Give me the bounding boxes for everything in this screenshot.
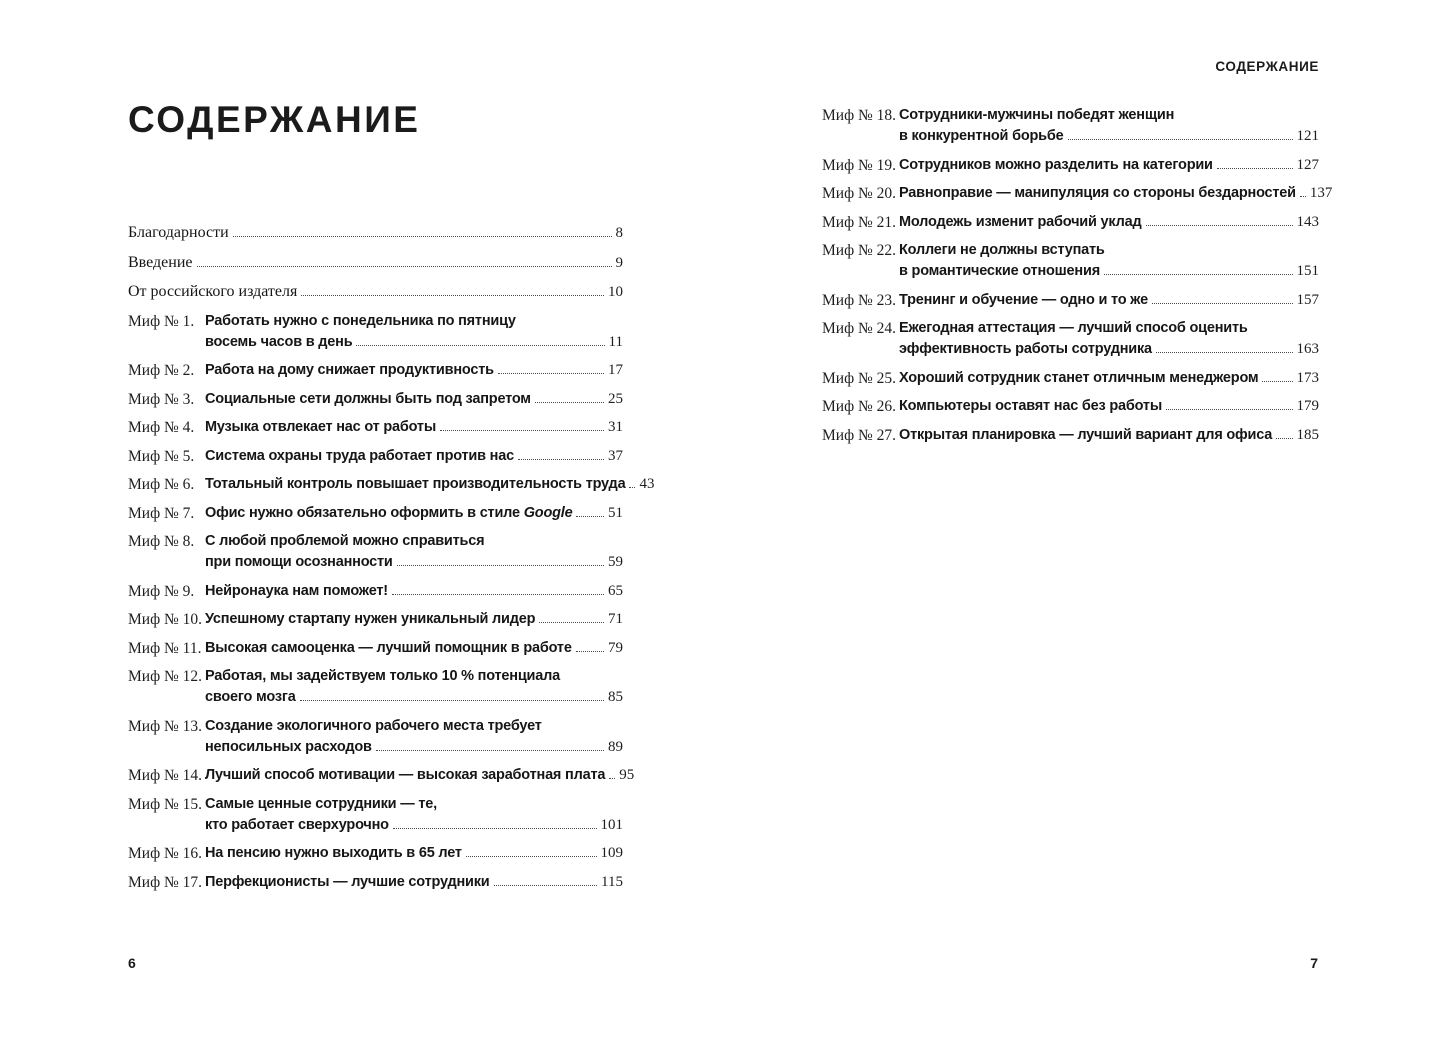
toc-entry-line: [128, 222, 623, 244]
dot-leader: [393, 828, 597, 829]
dot-leader: [1262, 381, 1292, 382]
toc-entry-line: [899, 396, 1319, 417]
running-header: СОДЕРЖАНИЕ: [1215, 59, 1319, 74]
toc-entry-title: Создание экологичного рабочего места требует: [205, 717, 542, 734]
toc-entry-title: Компьютеры оставят нас без работы: [899, 398, 1163, 414]
toc-entry-content: [128, 222, 623, 244]
dot-leader: [609, 778, 615, 779]
toc-page-number: 9: [615, 254, 623, 271]
toc-entry-title: Успешному стартапу нужен уникальный лидер: [205, 611, 536, 627]
toc-entry: [128, 666, 623, 708]
toc-page-number: 65: [608, 582, 623, 599]
toc-entry-title: Открытая планировка — лучший вариант для офиса: [899, 426, 1273, 443]
toc-entry-content: [899, 368, 1319, 389]
toc-entry-title: Коллеги не должны вступать: [899, 242, 1105, 258]
toc-entry-title: Лучший способ мотивации — высокая заработная плата: [205, 767, 606, 783]
toc-entry-label: Миф № 18.: [822, 107, 897, 124]
toc-entry-line: [205, 638, 623, 659]
toc-entry-label: Миф № 25.: [822, 369, 897, 387]
toc-entry-line: [899, 318, 1319, 339]
dot-leader: [576, 651, 604, 652]
toc-entry-line: [205, 765, 635, 786]
toc-entry-content: [205, 474, 655, 495]
toc-entry-title: Сотрудники-мужчины победят женщин: [899, 107, 1175, 123]
dot-leader: [629, 487, 635, 488]
toc-entry-content: [899, 155, 1319, 176]
toc-entry-line: [205, 552, 623, 573]
toc-entry-content: [899, 290, 1319, 311]
toc-entry-line: [899, 290, 1319, 311]
toc-entry-label: Миф № 15.: [128, 795, 203, 813]
dot-leader: [1156, 352, 1293, 353]
toc-entry: [822, 425, 1319, 446]
dot-leader: [466, 856, 597, 857]
toc-entry-label: Миф № 10.: [128, 611, 203, 628]
toc-entry-title: Самые ценные сотрудники — те,: [205, 795, 437, 812]
toc-entry-title: Музыка отвлекает нас от работы: [205, 419, 437, 435]
toc-entry-title: Социальные сети должны быть под запретом: [205, 390, 531, 407]
toc-entry-label: Миф № 27.: [822, 426, 897, 444]
toc-entry-content: [205, 360, 623, 381]
toc-page-number: 137: [1309, 185, 1333, 201]
toc-page-number: 101: [600, 816, 623, 833]
toc-entry-content: [205, 872, 623, 893]
toc-entry-line: [128, 281, 623, 303]
toc-entry-label: Миф № 2.: [128, 362, 195, 379]
toc-entry: [128, 609, 623, 630]
toc-entry-line: [205, 609, 623, 630]
toc-entry-label: Миф № 16.: [128, 845, 203, 862]
toc-entry-label: Миф № 23.: [822, 291, 897, 309]
toc-entry: [128, 531, 623, 573]
toc-page-number: 179: [1296, 398, 1319, 414]
dot-leader: [576, 516, 604, 517]
toc-entry-content: [899, 212, 1319, 233]
dot-leader: [376, 750, 604, 751]
dot-leader: [233, 236, 612, 237]
toc-entry-line: [205, 389, 623, 410]
toc-entry-content: [899, 318, 1319, 360]
toc-page-number: 10: [608, 284, 623, 300]
toc-entry-label: Миф № 14.: [128, 767, 203, 784]
toc-entry: [128, 765, 635, 786]
toc-entry: [128, 311, 623, 353]
toc-entry-title: Высокая самооценка — лучший помощник в работе: [205, 639, 572, 656]
toc-entry-title: Работать нужно с понедельника по пятницу: [205, 312, 516, 329]
toc-entry: [822, 290, 1319, 311]
toc-entry: [128, 474, 655, 495]
toc-entry: [822, 155, 1319, 176]
toc-page-number: 157: [1296, 291, 1319, 308]
toc-entry-label: Миф № 13.: [128, 717, 203, 735]
dot-leader: [498, 373, 604, 374]
toc-entry-content: [205, 765, 635, 786]
dot-leader: [539, 622, 604, 623]
toc-entry-title: На пенсию нужно выходить в 65 лет: [205, 845, 462, 861]
toc-entry-title: Благодарности: [128, 224, 229, 241]
toc-entry-content: [205, 311, 623, 353]
toc-entry-content: [205, 389, 623, 410]
toc-entry-title: непосильных расходов: [205, 738, 372, 755]
toc-entry-title: Сотрудников можно разделить на категории: [899, 156, 1213, 173]
toc-page-number: 85: [608, 689, 623, 705]
toc-entry-line: [128, 252, 623, 274]
toc-entry-content: [205, 446, 623, 467]
toc-entries-right: [822, 105, 1333, 446]
toc-entry-line: [205, 872, 623, 893]
toc-entry-line: [205, 794, 623, 815]
toc-entry-label: Миф № 6.: [128, 476, 195, 493]
toc-entry-title: кто работает сверхурочно: [205, 816, 389, 833]
toc-entry: [128, 503, 623, 524]
toc-page-number: 71: [608, 611, 623, 627]
toc-page-number: 17: [608, 362, 623, 378]
toc-entry: [128, 638, 623, 659]
toc-entry-title: Введение: [128, 253, 193, 271]
dot-leader: [1166, 409, 1292, 410]
toc-entry: [822, 318, 1319, 360]
toc-entry-title: Тотальный контроль повышает производительность труда: [205, 476, 626, 492]
toc-entry-title: в романтические отношения: [899, 263, 1100, 279]
toc-entry-line: [205, 737, 623, 758]
toc-entry-line: [205, 311, 623, 332]
toc-entry-title: Работа на дому снижает продуктивность: [205, 362, 494, 378]
dot-leader: [1276, 438, 1292, 439]
contents-title: СОДЕРЖАНИЕ: [128, 99, 421, 140]
dot-leader: [356, 345, 604, 346]
toc-entry-label: Миф № 24.: [822, 320, 897, 337]
toc-entry-title: С любой проблемой можно справиться: [205, 533, 485, 549]
toc-entry-line: [899, 339, 1319, 360]
toc-entry-content: [205, 794, 623, 836]
toc-entry-label: Миф № 12.: [128, 668, 203, 685]
toc-entry-label: Миф № 19.: [822, 156, 897, 174]
toc-entry-title: Офис нужно обязательно оформить в стиле Google: [205, 504, 573, 521]
toc-page-number: 25: [608, 390, 623, 407]
dot-leader: [397, 565, 604, 566]
toc-entry-line: [205, 815, 623, 836]
toc-entry-line: [205, 417, 623, 438]
right-page: [822, 58, 1333, 453]
toc-entry-label: Миф № 4.: [128, 419, 195, 436]
toc-entry-label: Миф № 20.: [822, 185, 897, 202]
toc-entry-line: [205, 503, 623, 524]
page-number-left: 6: [128, 955, 136, 971]
toc-entry-line: [899, 425, 1319, 446]
toc-page-number: 121: [1296, 128, 1319, 144]
toc-entry-content: [205, 609, 623, 630]
dot-leader: [518, 459, 604, 460]
toc-entry-label: Миф № 3.: [128, 390, 195, 408]
dot-leader: [1152, 303, 1293, 304]
page-number-right: 7: [1310, 955, 1318, 971]
toc-entry-title: восемь часов в день: [205, 333, 353, 350]
toc-entry-title: при помощи осознанности: [205, 554, 393, 570]
toc-entry-label: Миф № 22.: [822, 242, 897, 259]
toc-page-number: 59: [608, 554, 623, 570]
toc-entry-label: Миф № 26.: [822, 398, 897, 415]
toc-entry-line: [205, 581, 623, 602]
toc-page-number: 79: [608, 639, 623, 656]
toc-entry-title: Тренинг и обучение — одно и то же: [899, 291, 1148, 308]
toc-entry-line: [205, 687, 623, 708]
toc-entry-title: Равноправие — манипуляция со стороны бездарностей: [899, 185, 1296, 201]
toc-entry-content: [205, 503, 623, 524]
toc-entry-content: [205, 581, 623, 602]
toc-page-number: 89: [608, 738, 623, 755]
toc-entry-line: [205, 843, 623, 864]
toc-entry-line: [205, 446, 623, 467]
toc-entry-line: [899, 183, 1333, 204]
dot-leader: [1300, 196, 1306, 197]
toc-entry: [128, 281, 623, 303]
toc-page-number: 37: [608, 447, 623, 464]
toc-entry: [822, 183, 1333, 204]
dot-leader: [1217, 168, 1293, 169]
toc-entry-line: [899, 105, 1319, 126]
toc-entry-title: Хороший сотрудник станет отличным менеджером: [899, 369, 1259, 386]
toc-entry-line: [205, 531, 623, 552]
dot-leader: [535, 402, 604, 403]
toc-page-number: 95: [619, 767, 635, 783]
toc-entry-content: [205, 531, 623, 573]
dot-leader: [1104, 274, 1293, 275]
toc-entry-line: [205, 360, 623, 381]
toc-entry: [128, 716, 623, 758]
toc-entry-line: [899, 212, 1319, 233]
toc-entry-label: Миф № 9.: [128, 582, 195, 600]
toc-entry-title: Нейронаука нам поможет!: [205, 582, 388, 599]
toc-entry-line: [899, 126, 1319, 147]
toc-entry-label: Миф № 7.: [128, 504, 195, 522]
toc-entry: [128, 252, 623, 274]
toc-entry-title: Перфекционисты — лучшие сотрудники: [205, 873, 490, 890]
toc-entry-content: [899, 425, 1319, 446]
dot-leader: [300, 700, 604, 701]
toc-entry-title: Молодежь изменит рабочий уклад: [899, 213, 1142, 230]
toc-page-number: 173: [1296, 369, 1319, 386]
toc-entry: [822, 368, 1319, 389]
toc-page-number: 31: [608, 419, 623, 435]
toc-entry-line: [205, 332, 623, 353]
toc-entry: [128, 843, 623, 864]
toc-entry-title: Система охраны труда работает против нас: [205, 447, 514, 464]
toc-entry-content: [205, 843, 623, 864]
toc-entry-line: [205, 716, 623, 737]
toc-entry-line: [205, 474, 655, 495]
toc-page-number: 109: [600, 845, 623, 861]
dot-leader: [1068, 139, 1293, 140]
dot-leader: [301, 295, 604, 296]
toc-entry-line: [899, 261, 1319, 282]
toc-entry: [128, 794, 623, 836]
dot-leader: [494, 885, 598, 886]
toc-entry-line: [205, 666, 623, 687]
toc-entries-left: [128, 222, 655, 893]
toc-entry-content: [128, 252, 623, 274]
toc-entry-content: [899, 183, 1333, 204]
toc-entry: [128, 222, 623, 244]
toc-entry-content: [899, 240, 1319, 282]
left-page: [128, 98, 655, 900]
dot-leader: [197, 266, 612, 267]
toc-entry: [128, 872, 623, 893]
toc-page-number: 143: [1296, 213, 1319, 230]
toc-page-number: 151: [1296, 263, 1319, 279]
toc-entry-title: в конкурентной борьбе: [899, 128, 1064, 144]
toc-entry-content: [205, 716, 623, 758]
toc-entry-title: эффективность работы сотрудника: [899, 341, 1152, 357]
dot-leader: [440, 430, 604, 431]
toc-entry-line: [899, 240, 1319, 261]
toc-entry: [128, 389, 623, 410]
toc-entry-content: [899, 396, 1319, 417]
toc-page-number: 185: [1296, 426, 1319, 443]
toc-entry-label: Миф № 21.: [822, 213, 897, 231]
toc-entry: [128, 360, 623, 381]
dot-leader: [1146, 225, 1293, 226]
toc-entry-label: Миф № 1.: [128, 312, 195, 330]
toc-entry: [822, 105, 1319, 147]
toc-entry-label: Миф № 8.: [128, 533, 195, 550]
toc-entry: [128, 446, 623, 467]
toc-entry-content: [205, 666, 623, 708]
toc-entry-label: Миф № 17.: [128, 873, 203, 891]
toc-entry-title: Работая, мы задействуем только 10 % потенциала: [205, 668, 561, 684]
toc-entry-title: своего мозга: [205, 689, 296, 705]
toc-entry-content: [205, 417, 623, 438]
toc-entry: [128, 581, 623, 602]
toc-page-number: 43: [639, 476, 655, 492]
toc-entry: [822, 240, 1319, 282]
toc-entry: [822, 212, 1319, 233]
toc-entry-label: Миф № 11.: [128, 639, 202, 657]
toc-entry-content: [128, 281, 623, 303]
toc-entry-line: [899, 155, 1319, 176]
toc-page-number: 163: [1296, 341, 1319, 357]
toc-page-number: 51: [608, 504, 623, 521]
dot-leader: [392, 594, 604, 595]
toc-page-number: 127: [1296, 156, 1319, 173]
toc-entry: [822, 396, 1319, 417]
toc-page-number: 11: [608, 333, 623, 350]
toc-page-number: 8: [615, 225, 623, 241]
toc-entry-label: Миф № 5.: [128, 447, 195, 465]
toc-entry-content: [205, 638, 623, 659]
toc-entry-title: Ежегодная аттестация — лучший способ оценить: [899, 320, 1248, 336]
toc-entry-content: [899, 105, 1319, 147]
toc-page-number: 115: [601, 873, 623, 890]
toc-entry-line: [899, 368, 1319, 389]
toc-entry: [128, 417, 623, 438]
toc-entry-title: От российского издателя: [128, 283, 298, 300]
